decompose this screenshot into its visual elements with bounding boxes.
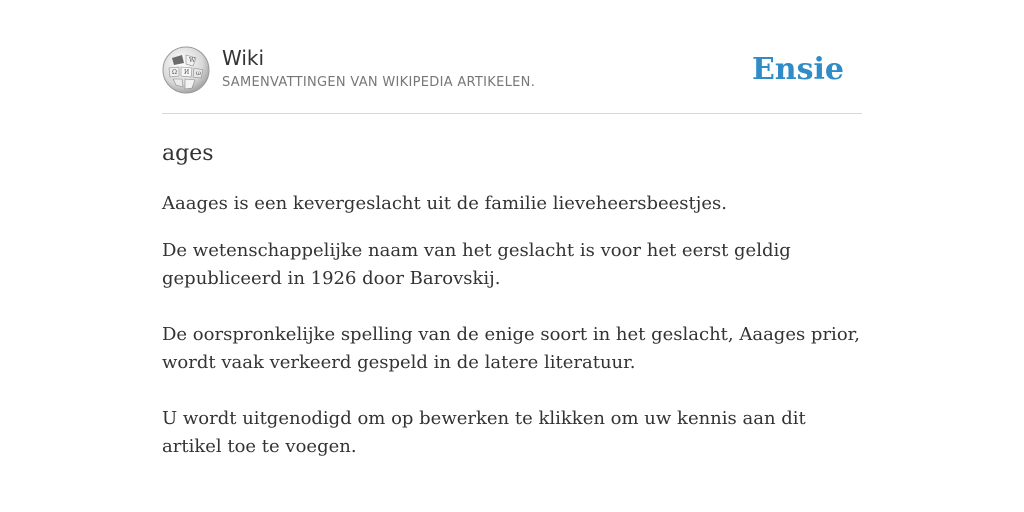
article-title: ages <box>162 141 214 166</box>
logo-glyph-1: W <box>189 57 196 64</box>
site-header <box>162 46 862 114</box>
logo-glyph-4: ω <box>196 70 201 77</box>
site-subtitle: SAMENVATTINGEN VAN WIKIPEDIA ARTIKELEN. <box>222 75 536 90</box>
ensie-brand-link[interactable]: Ensie <box>751 52 844 87</box>
article-paragraph: Aaages is een kevergeslacht uit de familie lieveheersbeestjes. <box>162 193 727 214</box>
logo-glyph-3: И <box>184 69 190 76</box>
article-paragraph: De wetenschappelijke naam van het geslacht is voor het eerst geldig gepubliceerd in 1926 door Barovskij. <box>162 240 791 289</box>
logo-glyph-2: Ω <box>172 69 177 76</box>
article-paragraph: De oorspronkelijke spelling van de enige soort in het geslacht, Aaages prior, wordt vaak verkeerd gespeld in de latere literatuur. <box>162 324 861 373</box>
page <box>162 0 862 461</box>
wikipedia-globe-icon[interactable] <box>162 46 210 94</box>
article-paragraph: U wordt uitgenodigd om op bewerken te klikken om uw kennis aan dit artikel toe te voegen. <box>162 408 806 457</box>
site-title[interactable]: Wiki <box>222 46 265 70</box>
